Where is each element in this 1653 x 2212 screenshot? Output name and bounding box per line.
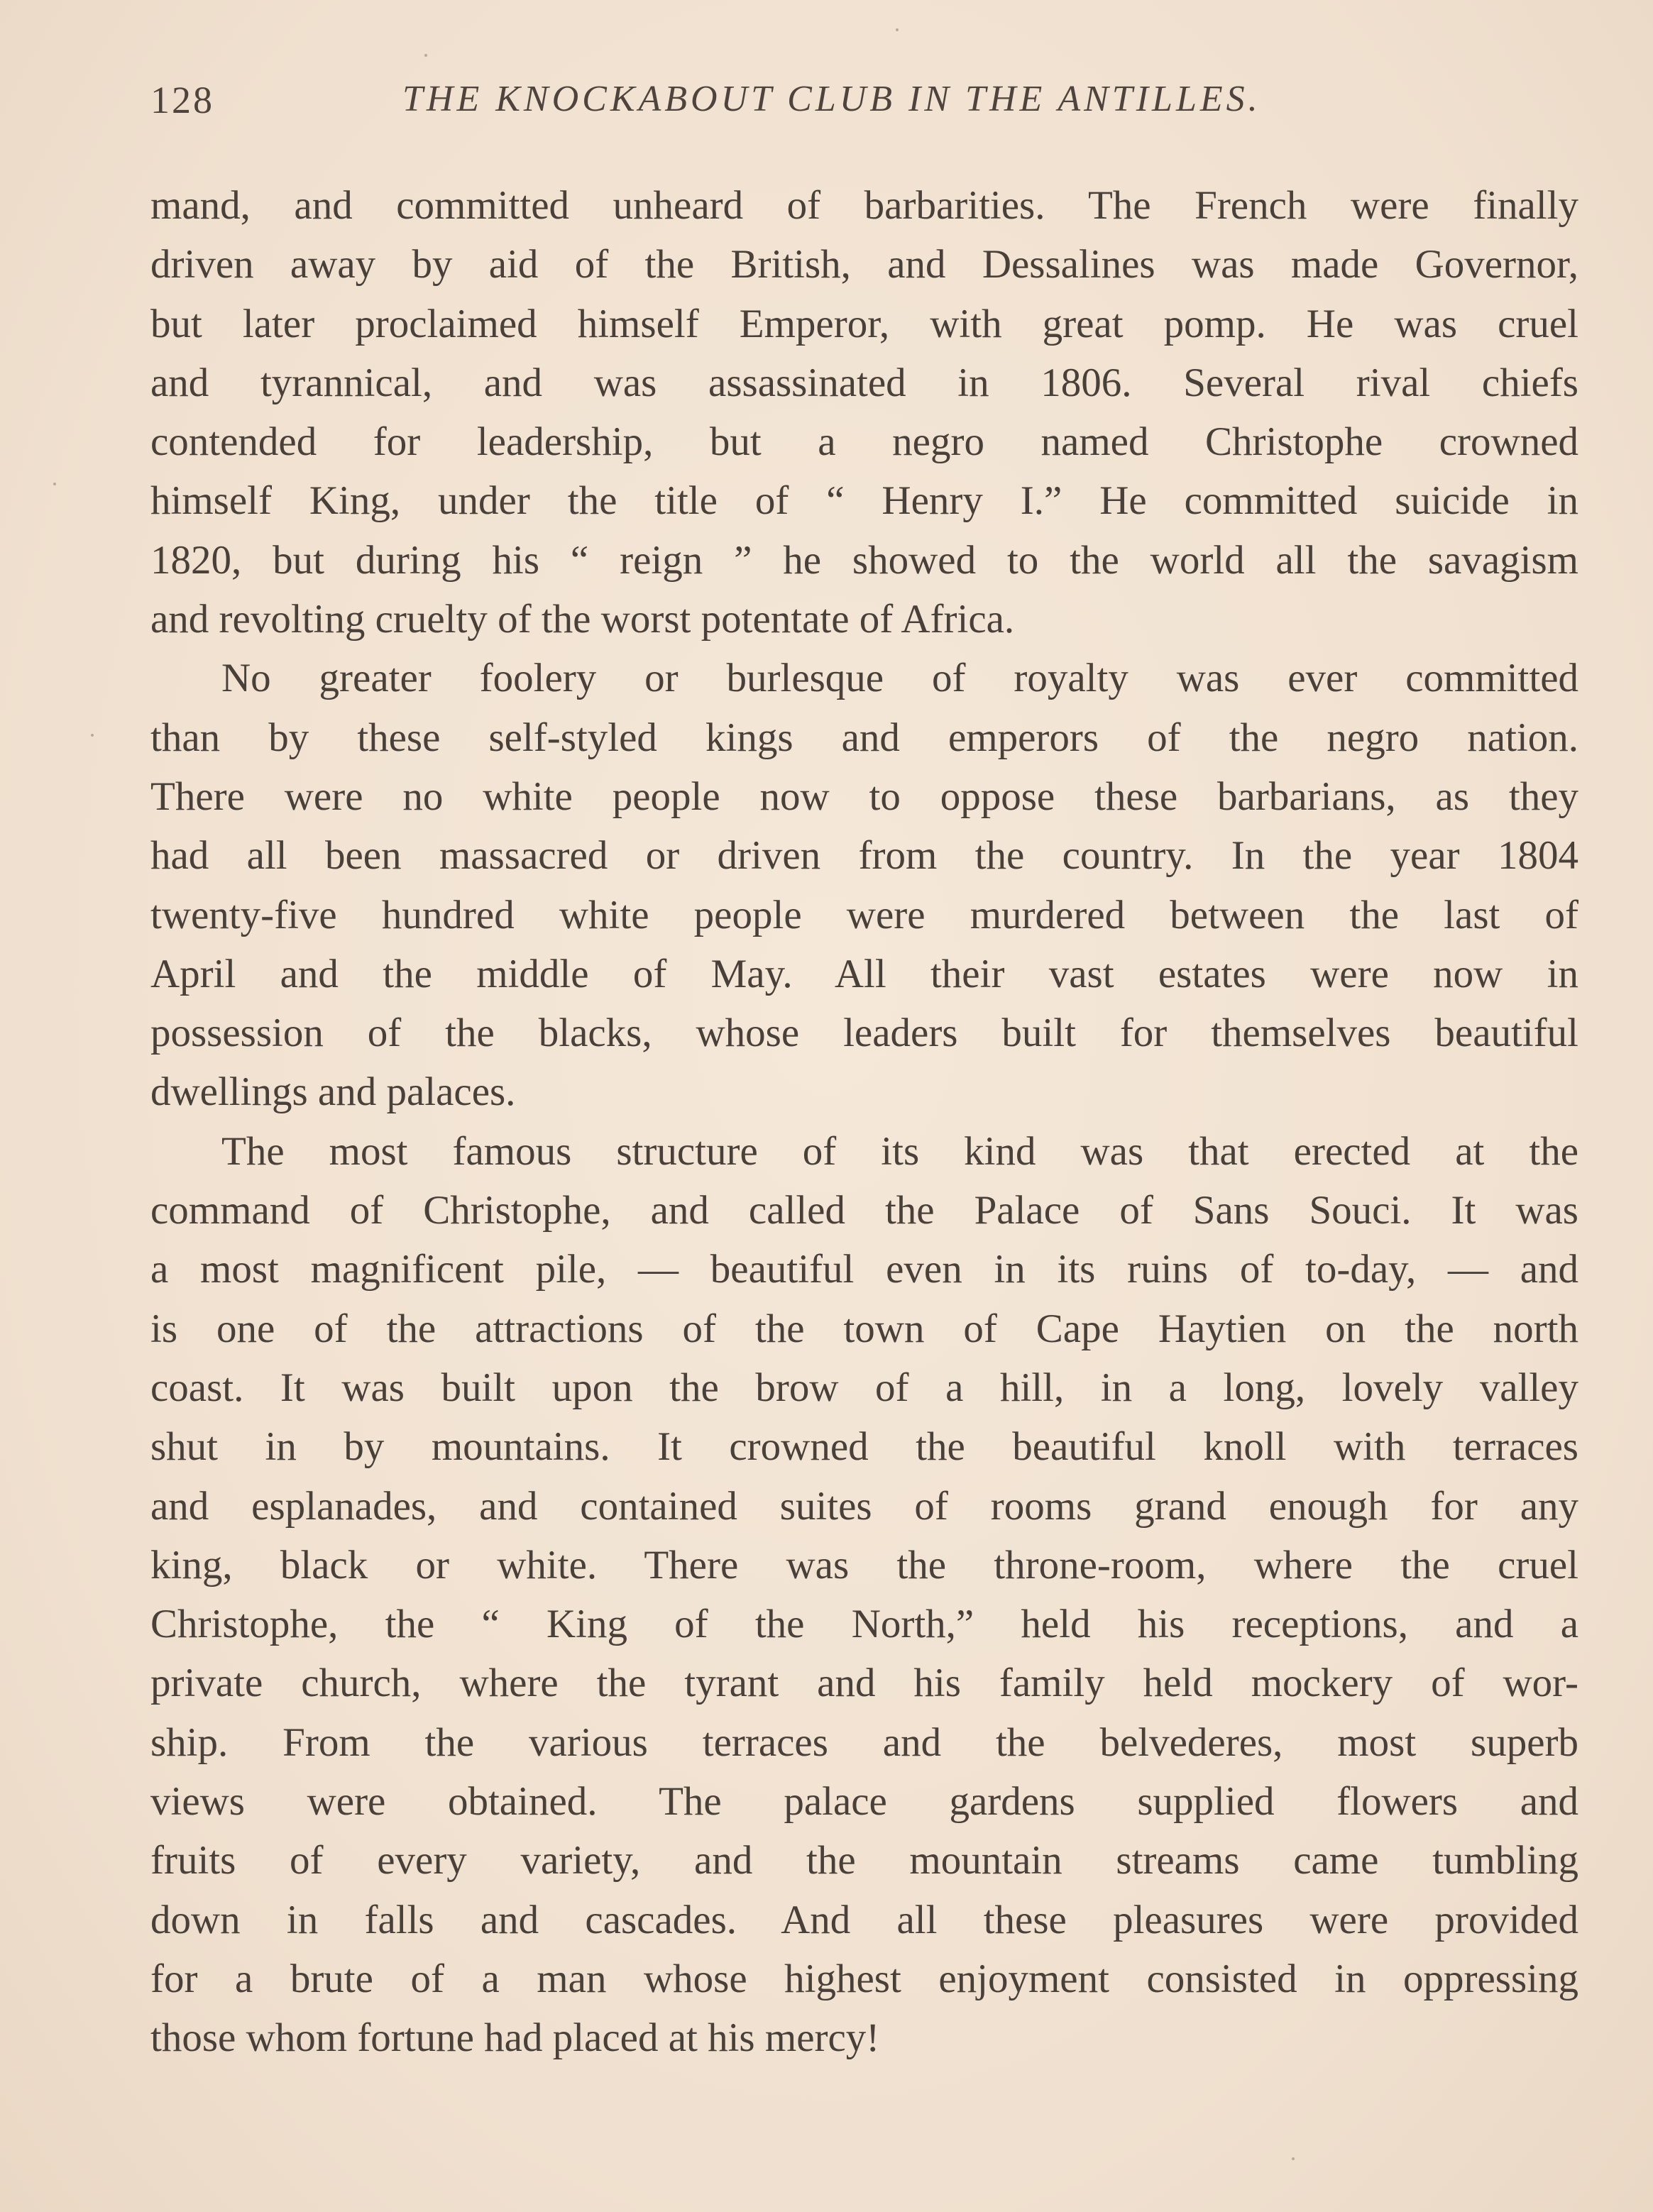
text-line: 1820, but during his “ reign ” he showed to the world all the savagism bbox=[150, 537, 1578, 583]
paper-speck bbox=[91, 734, 94, 737]
paragraph-1 bbox=[150, 176, 1578, 649]
text-line: dwellings and palaces. bbox=[150, 1069, 516, 1115]
page-header bbox=[150, 78, 1357, 135]
text-line: fruits of every variety, and the mountain streams came tumbling bbox=[150, 1838, 1578, 1883]
text-line: No greater foolery or burlesque of royalty was ever committed bbox=[221, 656, 1578, 701]
text-line: is one of the attractions of the town of Cape Haytien on the north bbox=[150, 1306, 1578, 1351]
body-text bbox=[150, 176, 1578, 2068]
paper-speck bbox=[1292, 2157, 1295, 2160]
text-line: shut in by mountains. It crowned the beautiful knoll with terraces bbox=[150, 1424, 1578, 1470]
text-line: himself King, under the title of “ Henry I.” He committed suicide in bbox=[150, 478, 1578, 524]
text-line: and revolting cruelty of the worst potentate of Africa. bbox=[150, 597, 1015, 642]
text-line: than by these self-styled kings and emperors of the negro nation. bbox=[150, 715, 1578, 760]
text-line: The most famous structure of its kind was that erected at the bbox=[221, 1128, 1578, 1174]
text-line: ship. From the various terraces and the belvederes, most superb bbox=[150, 1719, 1578, 1765]
paper-speck bbox=[424, 54, 427, 57]
text-line: coast. It was built upon the brow of a hill, in a long, lovely valley bbox=[150, 1365, 1578, 1410]
text-line: command of Christophe, and called the Palace of Sans Souci. It was bbox=[150, 1188, 1578, 1233]
text-line: but later proclaimed himself Emperor, with great pomp. He was cruel bbox=[150, 301, 1578, 346]
page-number: 128 bbox=[150, 79, 214, 121]
paragraph-2 bbox=[150, 649, 1578, 1121]
text-line: There were no white people now to oppose these barbarians, as they bbox=[150, 774, 1578, 819]
text-line: driven away by aid of the British, and Dessalines was made Governor, bbox=[150, 242, 1578, 287]
text-line: down in falls and cascades. And all these pleasures were provided bbox=[150, 1897, 1578, 1942]
text-line: twenty-five hundred white people were murdered between the last of bbox=[150, 892, 1578, 937]
text-line: and tyrannical, and was assassinated in 1806. Several rival chiefs bbox=[150, 360, 1578, 405]
text-line: private church, where the tyrant and his family held mockery of wor- bbox=[150, 1661, 1578, 1706]
text-line: Christophe, the “ King of the North,” held his receptions, and a bbox=[150, 1602, 1578, 1647]
text-line: had all been massacred or driven from the country. In the year 1804 bbox=[150, 833, 1578, 879]
text-line: April and the middle of May. All their vast estates were now in bbox=[150, 951, 1578, 996]
paper-speck bbox=[53, 483, 56, 485]
text-line: king, black or white. There was the throne-room, where the cruel bbox=[150, 1542, 1578, 1588]
text-line: for a brute of a man whose highest enjoyment consisted in oppressing bbox=[150, 1956, 1578, 2001]
text-line: those whom fortune had placed at his mercy! bbox=[150, 2015, 880, 2061]
text-line: contended for leadership, but a negro named Christophe crowned bbox=[150, 419, 1578, 465]
text-line: and esplanades, and contained suites of rooms grand enough for any bbox=[150, 1483, 1578, 1529]
text-line: possession of the blacks, whose leaders built for themselves beautiful bbox=[150, 1011, 1578, 1056]
paper-speck bbox=[896, 28, 899, 31]
text-line: mand, and committed unheard of barbarities. The French were finally bbox=[150, 183, 1578, 228]
paragraph-3 bbox=[150, 1122, 1578, 2068]
text-line: views were obtained. The palace gardens supplied flowers and bbox=[150, 1779, 1578, 1825]
text-line: a most magnificent pile, — beautiful even in its ruins of to-day, — and bbox=[150, 1247, 1578, 1292]
running-title: THE KNOCKABOUT CLUB IN THE ANTILLES. bbox=[402, 79, 1261, 119]
